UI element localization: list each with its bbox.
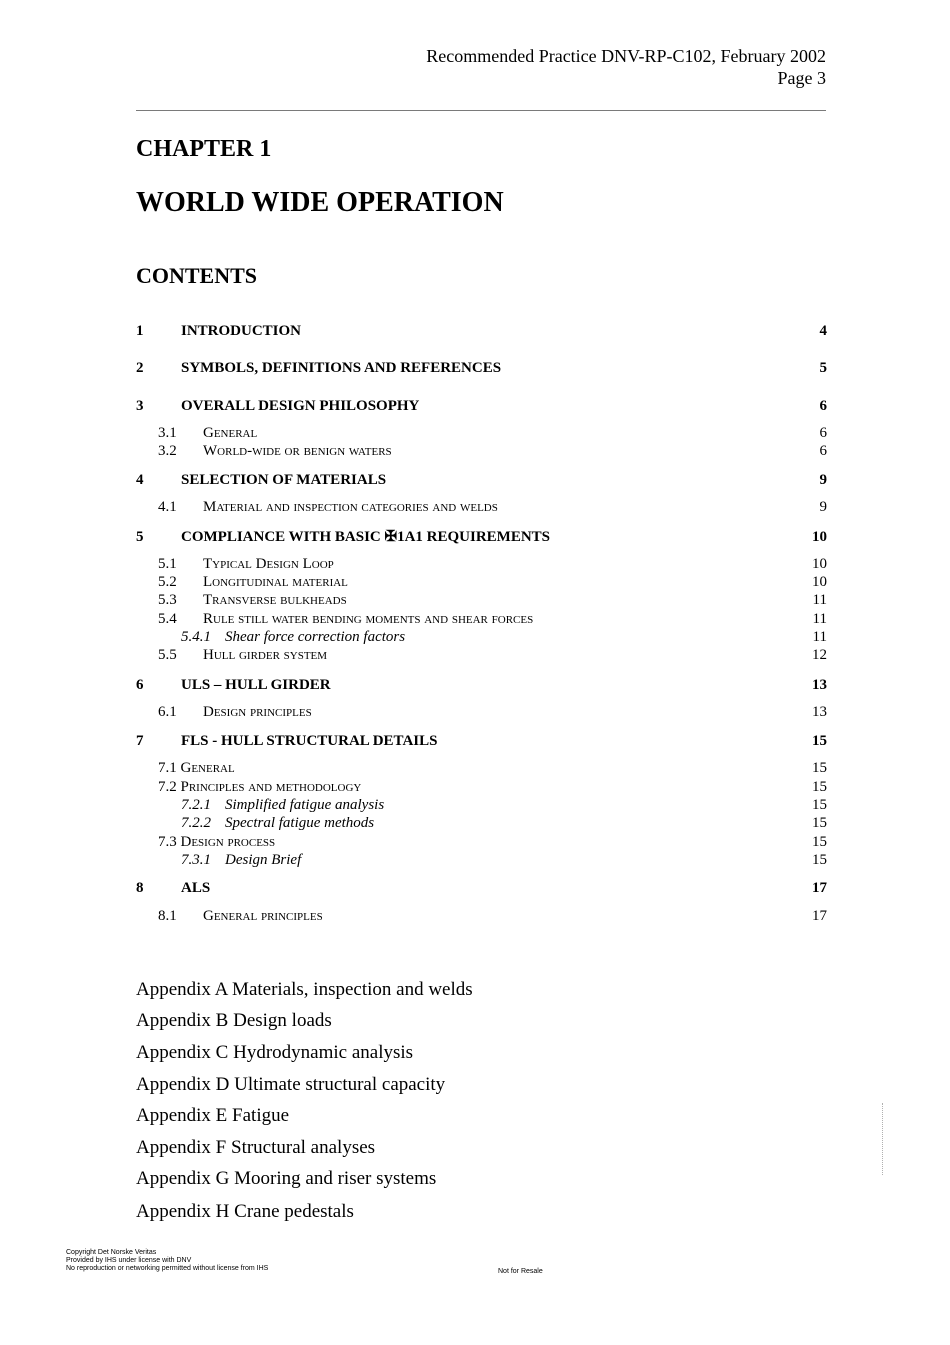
toc-entry[interactable]: [136, 778, 827, 796]
toc-entry[interactable]: [136, 424, 827, 442]
toc-title: OVERALL DESIGN PHILOSOPHY: [181, 398, 420, 414]
toc-entry[interactable]: [136, 796, 827, 814]
toc-number: 7: [136, 733, 144, 749]
toc-page: 11: [812, 592, 827, 608]
toc-entry[interactable]: [136, 591, 827, 609]
footer-line: Copyright Det Norske Veritas: [66, 1249, 157, 1256]
toc-title: 7.1 General: [158, 760, 235, 776]
toc-number: 5.2: [158, 574, 177, 590]
toc-page: 6: [819, 425, 827, 441]
toc-title: Design Brief: [225, 852, 302, 868]
toc-entry[interactable]: [136, 471, 827, 489]
toc-entry[interactable]: [136, 628, 827, 646]
toc-number: 4: [136, 472, 144, 488]
toc-title: World-wide or benign waters: [203, 443, 392, 459]
toc-number: 7.2.1: [181, 797, 211, 813]
appendix-item[interactable]: Appendix B Design loads: [136, 1010, 332, 1031]
toc-title: General: [203, 425, 258, 441]
toc-number: 5.4.1: [181, 629, 211, 645]
toc-page: 10: [812, 574, 827, 590]
toc-number: 5.3: [158, 592, 177, 608]
header-divider: [136, 110, 826, 111]
contents-heading: CONTENTS: [136, 263, 258, 288]
toc-page: 10: [812, 529, 827, 545]
appendix-item[interactable]: Appendix A Materials, inspection and welds: [136, 979, 473, 1000]
toc-title: ULS – HULL GIRDER: [181, 677, 331, 693]
toc-entry[interactable]: [136, 528, 827, 546]
toc-entry[interactable]: [136, 498, 827, 516]
header-document-title: Recommended Practice DNV-RP-C102, February 2002: [426, 46, 826, 66]
toc-title: Spectral fatigue methods: [225, 815, 375, 831]
footer-resale: Not for Resale: [498, 1268, 543, 1275]
toc-number: 1: [136, 323, 144, 339]
page-header: [426, 45, 826, 89]
toc-entry[interactable]: [136, 555, 827, 573]
toc-number: 5.5: [158, 647, 177, 663]
toc-page: 6: [819, 443, 827, 459]
toc-number: 3.1: [158, 425, 177, 441]
toc-page: 15: [812, 779, 827, 795]
toc-number: 7.3.1: [181, 852, 211, 868]
toc-entry[interactable]: [136, 676, 827, 694]
toc-entry[interactable]: [136, 703, 827, 721]
toc-title: Transverse bulkheads: [203, 592, 347, 608]
margin-mark: [882, 1103, 884, 1175]
toc-page: 6: [819, 398, 827, 414]
chapter-title: WORLD WIDE OPERATION: [136, 187, 504, 218]
toc-page: 10: [812, 556, 827, 572]
toc-entry[interactable]: [136, 833, 827, 851]
toc-title: Simplified fatigue analysis: [225, 797, 385, 813]
toc-title: Longitudinal material: [203, 574, 348, 590]
toc-page: 9: [819, 472, 827, 488]
appendix-item[interactable]: Appendix E Fatigue: [136, 1105, 290, 1126]
toc-entry[interactable]: [136, 322, 827, 340]
toc-page: 11: [812, 611, 827, 627]
toc-entry[interactable]: [136, 759, 827, 777]
toc-title: ALS: [181, 880, 211, 896]
toc-title: COMPLIANCE WITH BASIC ✠1A1 REQUIREMENTS: [181, 529, 551, 545]
toc-title: SYMBOLS, DEFINITIONS AND REFERENCES: [181, 360, 502, 376]
toc-title: Material and inspection categories and welds: [203, 499, 498, 515]
toc-number: 8: [136, 880, 144, 896]
toc-entry[interactable]: [136, 397, 827, 415]
toc-page: 12: [812, 647, 827, 663]
toc-page: 17: [812, 880, 827, 896]
toc-title: Rule still water bending moments and shear forces: [203, 611, 534, 627]
toc-title: Hull girder system: [203, 647, 328, 663]
toc-page: 17: [812, 908, 827, 924]
toc-number: 5.4: [158, 611, 177, 627]
toc-title: FLS - HULL STRUCTURAL DETAILS: [181, 733, 438, 749]
toc-entry[interactable]: [136, 907, 827, 925]
toc-page: 13: [812, 704, 827, 720]
toc-entry[interactable]: [136, 851, 827, 869]
toc-page: 11: [812, 629, 827, 645]
toc-entry[interactable]: [136, 442, 827, 460]
toc-number: 6: [136, 677, 144, 693]
toc-page: 15: [812, 852, 827, 868]
toc-entry[interactable]: [136, 646, 827, 664]
header-page-number: Page 3: [777, 68, 826, 88]
toc-title: 7.3 Design process: [158, 834, 276, 850]
footer-copyright: [66, 1249, 268, 1273]
toc-entry[interactable]: [136, 814, 827, 832]
appendix-item[interactable]: Appendix F Structural analyses: [136, 1137, 376, 1158]
toc-entry[interactable]: [136, 359, 827, 377]
toc-number: 6.1: [158, 704, 177, 720]
appendix-item[interactable]: Appendix H Crane pedestals: [136, 1201, 354, 1222]
toc-title: SELECTION OF MATERIALS: [181, 472, 387, 488]
appendix-item[interactable]: Appendix D Ultimate structural capacity: [136, 1074, 446, 1095]
toc-number: 3: [136, 398, 144, 414]
toc-page: 15: [812, 760, 827, 776]
toc-page: 15: [812, 733, 827, 749]
footer-line: Provided by IHS under license with DNV: [66, 1257, 192, 1264]
toc-entry[interactable]: [136, 732, 827, 750]
footer-line: No reproduction or networking permitted without license from IHS: [66, 1265, 269, 1272]
toc-entry[interactable]: [136, 879, 827, 897]
toc-page: 15: [812, 834, 827, 850]
appendix-item[interactable]: Appendix G Mooring and riser systems: [136, 1168, 437, 1189]
toc-title: Design principles: [203, 704, 312, 720]
toc-title: Typical Design Loop: [203, 556, 334, 572]
toc-page: 13: [812, 677, 827, 693]
appendix-item[interactable]: Appendix C Hydrodynamic analysis: [136, 1042, 414, 1063]
toc-page: 5: [819, 360, 827, 376]
toc-page: 15: [812, 815, 827, 831]
toc-title: 7.2 Principles and methodology: [158, 779, 362, 795]
toc-number: 5.1: [158, 556, 177, 572]
toc-number: 4.1: [158, 499, 177, 515]
toc-title: General principles: [203, 908, 323, 924]
toc-entry[interactable]: [136, 573, 827, 591]
toc-title: INTRODUCTION: [181, 323, 302, 339]
toc-number: 7.2.2: [181, 815, 211, 831]
toc-number: 3.2: [158, 443, 177, 459]
toc-number: 5: [136, 529, 144, 545]
toc-number: 8.1: [158, 908, 177, 924]
toc-page: 4: [819, 323, 827, 339]
toc-number: 2: [136, 360, 144, 376]
toc-title: Shear force correction factors: [225, 629, 406, 645]
toc-entry[interactable]: [136, 610, 827, 628]
chapter-label: CHAPTER 1: [136, 136, 272, 162]
toc-page: 9: [819, 499, 827, 515]
toc-page: 15: [812, 797, 827, 813]
